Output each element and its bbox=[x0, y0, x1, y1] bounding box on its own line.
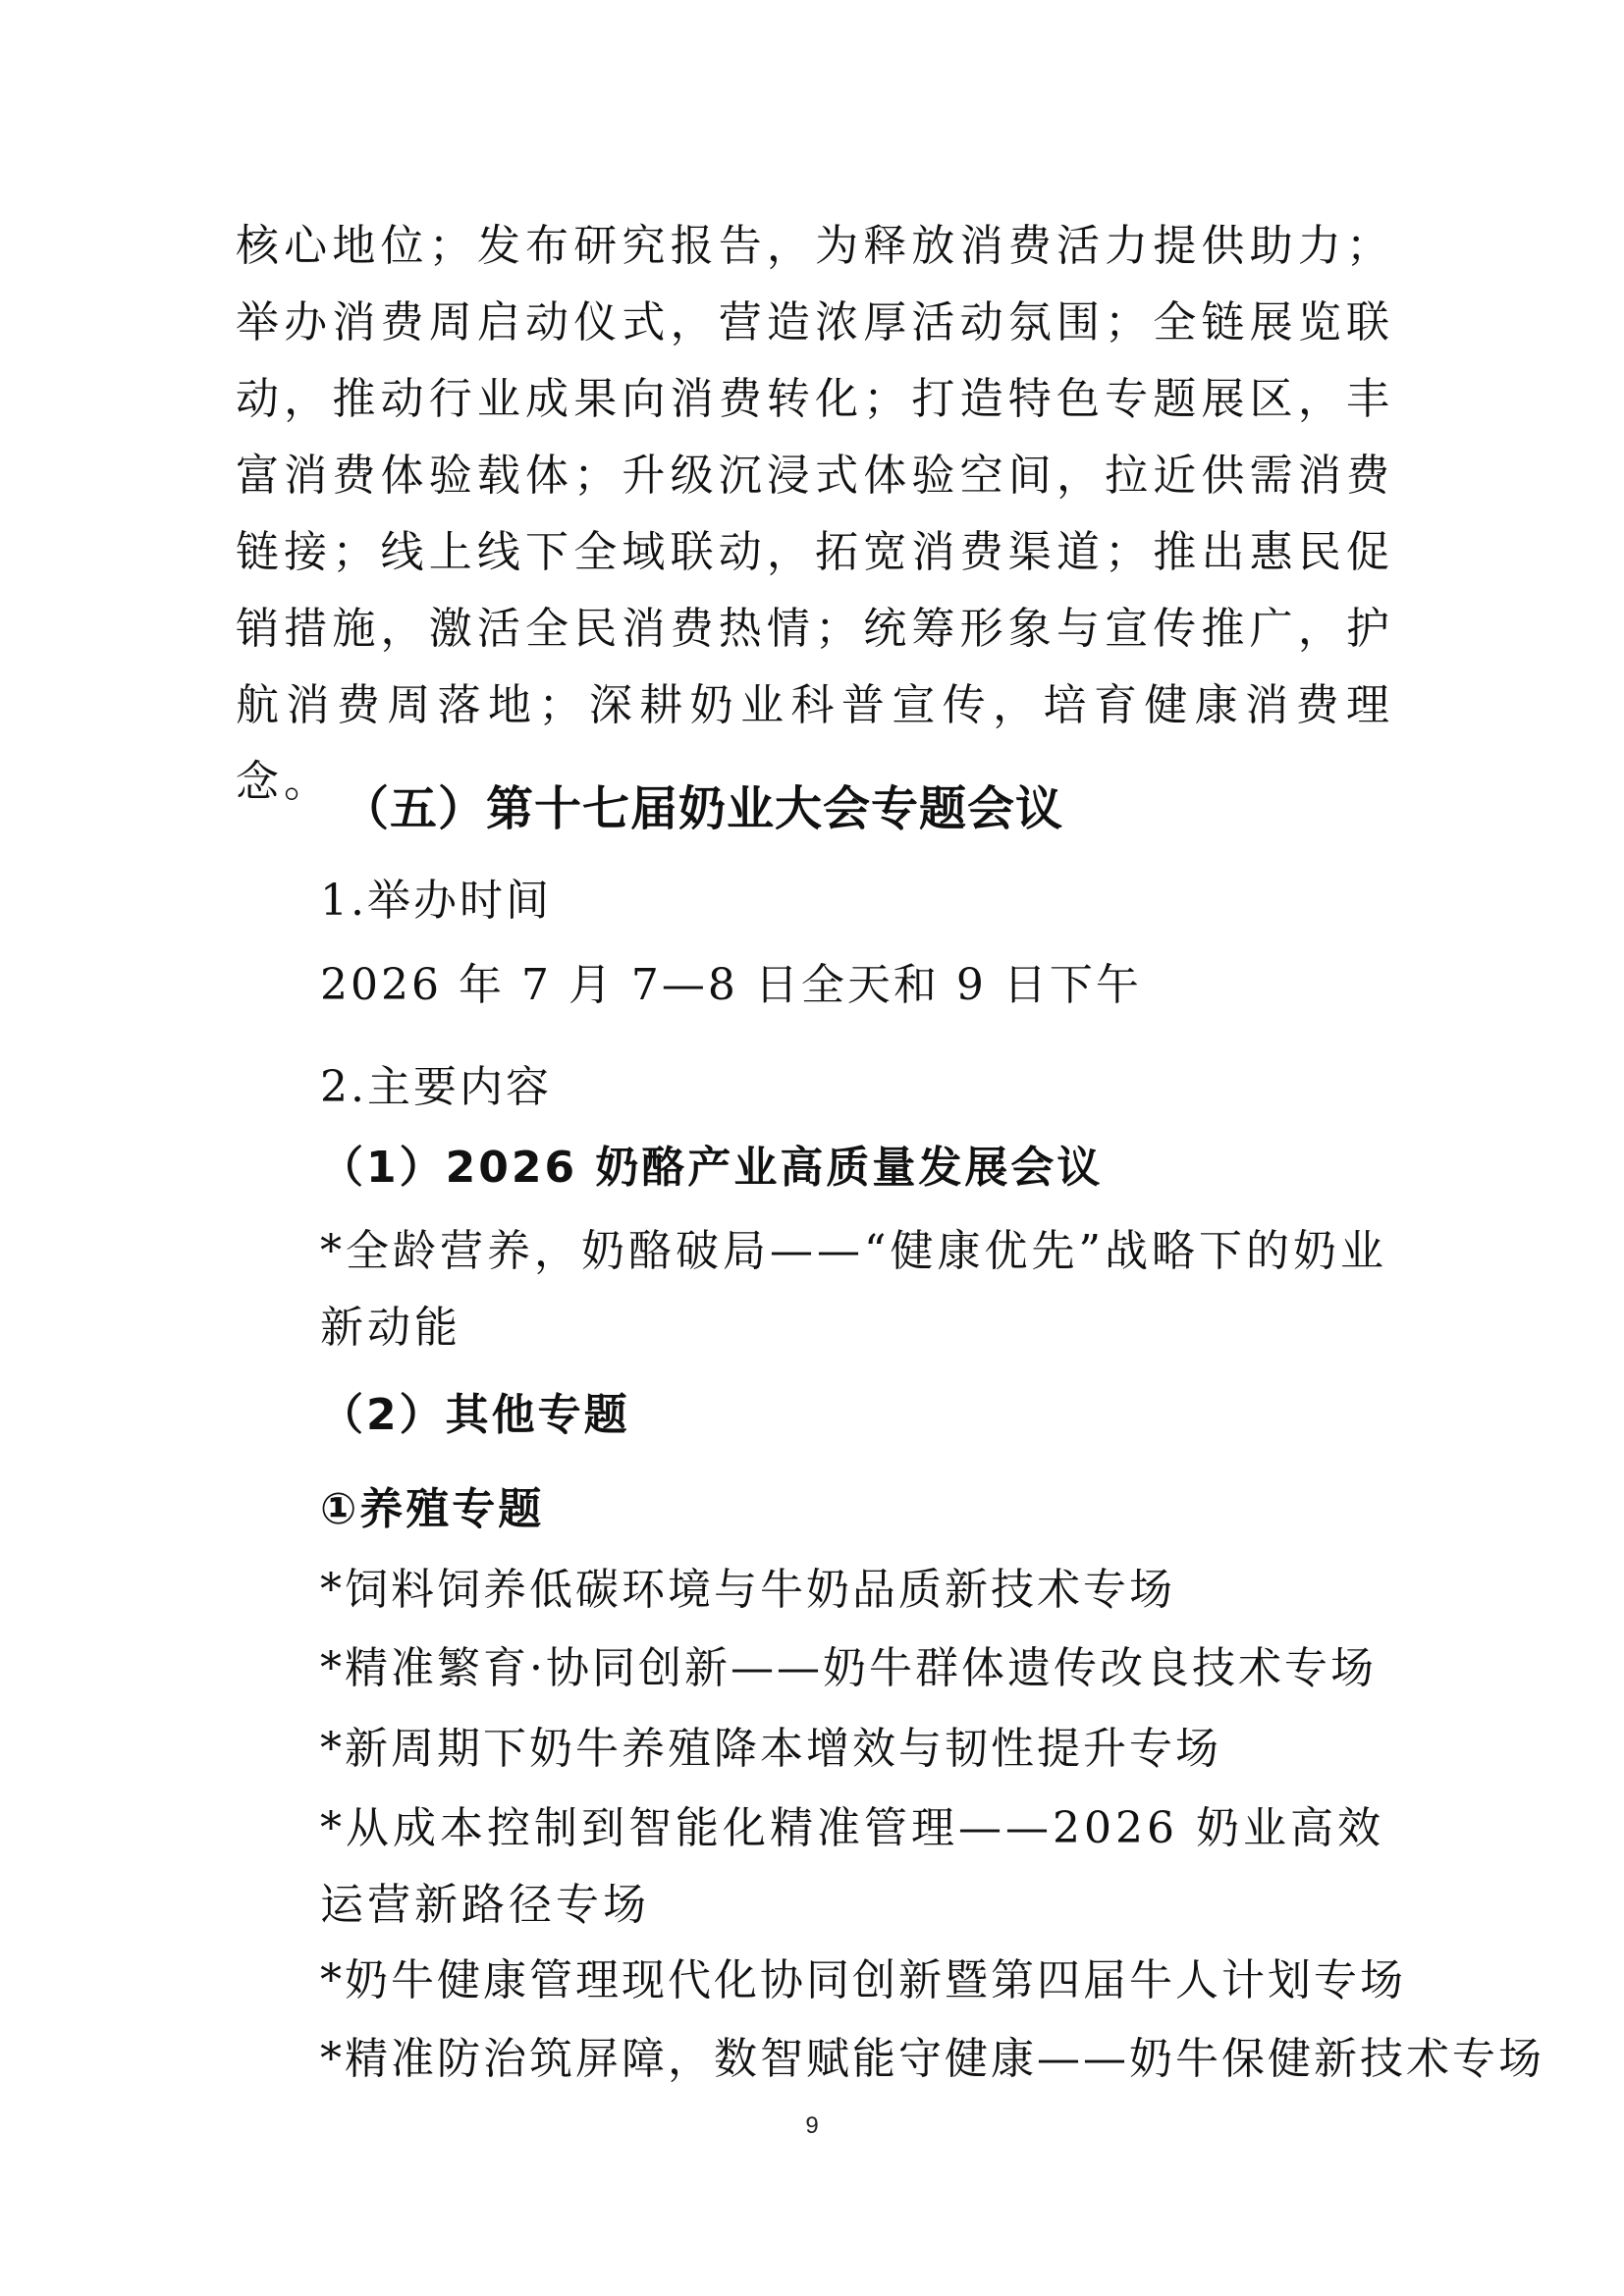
subsection-2-heading: （2）其他专题 bbox=[320, 1390, 630, 1440]
topic-1-heading: ①养殖专题 bbox=[320, 1484, 545, 1534]
topic-1-item: *奶牛健康管理现代化协同创新暨第四届牛人计划专场 bbox=[320, 1955, 1406, 2005]
page-number: 9 bbox=[805, 2112, 819, 2139]
section-heading: （五）第十七届奶业大会专题会议 bbox=[342, 781, 1064, 836]
content-heading: 2.主要内容 bbox=[320, 1062, 552, 1112]
topic-1-item: *新周期下奶牛养殖降本增效与韧性提升专场 bbox=[320, 1724, 1221, 1774]
topic-1-item: *从成本控制到智能化精准管理——2026 奶业高效运营新路径专场 bbox=[320, 1803, 1384, 1930]
topic-1-item: *精准繁育·协同创新——奶牛群体遗传改良技术专场 bbox=[320, 1643, 1377, 1693]
time-heading: 1.举办时间 bbox=[320, 876, 552, 926]
topic-1-item: *精准防治筑屏障，数智赋能守健康——奶牛保健新技术专场 bbox=[320, 2034, 1544, 2084]
subsection-1-heading: （1）2026 奶酪产业高质量发展会议 bbox=[320, 1143, 1104, 1193]
topic-1-item: *饲料饲养低碳环境与牛奶品质新技术专场 bbox=[320, 1565, 1175, 1615]
subsection-1-item: *全龄营养，奶酪破局——“健康优先”战略下的奶业新动能 bbox=[320, 1226, 1387, 1353]
intro-paragraph: 核心地位；发布研究报告，为释放消费活力提供助力；举办消费周启动仪式，营造浓厚活动氛围；全链展览联动，推动行业成果向消费转化；打造特色专题展区，丰富消费体验载体；升级沉浸式体验空间，拉近供需消费链接；线上线下全域联动，拓宽消费渠道；推出惠民促销措施，激活全民消费热情；统筹形象与宣传推广，护航消费周落地；深耕奶业科普宣传，培育健康消费理念。 bbox=[236, 221, 1394, 807]
time-text: 2026 年 7 月 7—8 日全天和 9 日下午 bbox=[320, 960, 1142, 1010]
